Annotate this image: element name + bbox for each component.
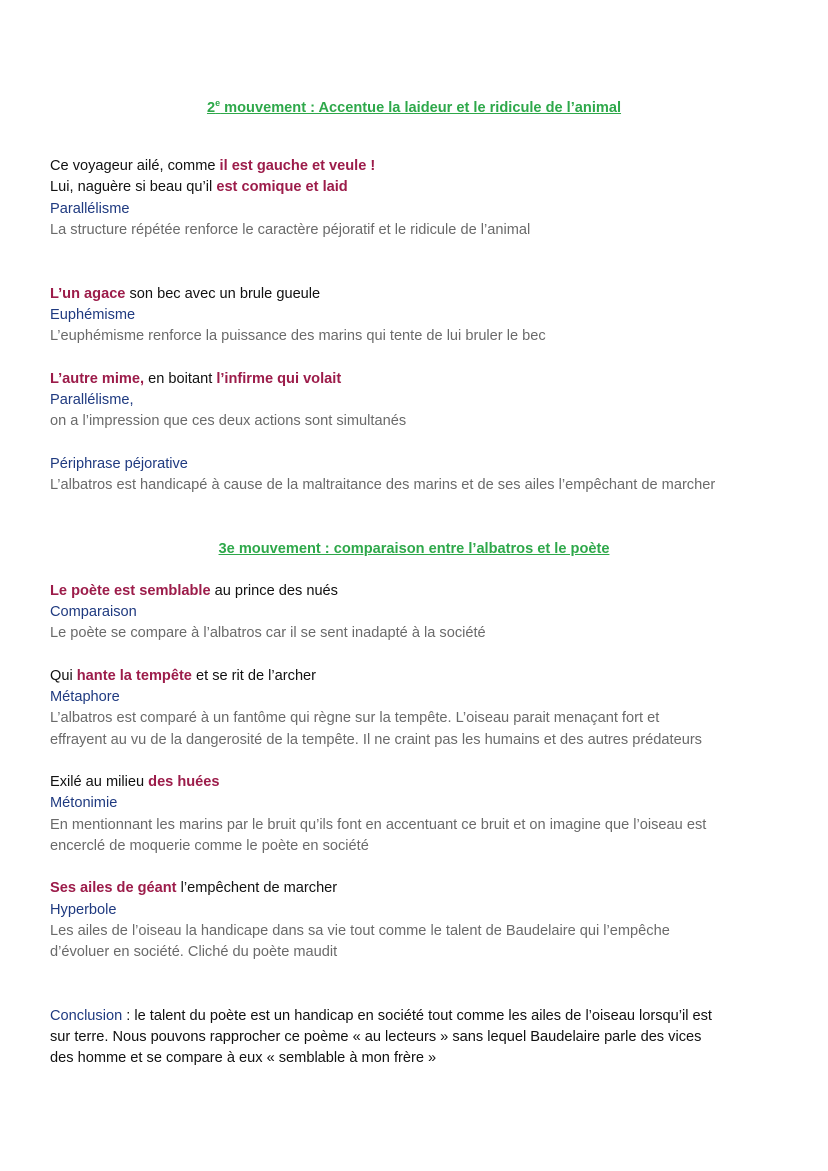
figure-of-speech: Périphrase péjorative: [50, 456, 188, 472]
quote-line: [50, 772, 220, 793]
quote-highlight: il est gauche et veule !: [219, 158, 376, 174]
figure-of-speech: Métonimie: [50, 795, 118, 811]
figure-of-speech: Métaphore: [50, 689, 120, 705]
quote-line: [50, 284, 320, 305]
conclusion-line: des homme et se compare à eux « semblable à mon frère »: [50, 1050, 437, 1066]
conclusion-line: sur terre. Nous pouvons rapprocher ce poème « au lecteurs » sans lequel Baudelaire parle des vices: [50, 1029, 702, 1045]
quote-text: Exilé au milieu: [50, 774, 149, 790]
quote-highlight: des huées: [148, 774, 220, 790]
quote-text: au prince des nués: [210, 583, 338, 599]
explanation: Les ailes de l’oiseau la handicape dans sa vie tout comme le talent de Baudelaire qui l’empêche: [50, 923, 670, 939]
explanation: on a l’impression que ces deux actions sont simultanés: [50, 413, 407, 429]
explanation: L’albatros est handicapé à cause de la maltraitance des marins et de ses ailes l’empêchant de marcher: [50, 477, 716, 493]
quote-highlight: L’un agace: [50, 286, 126, 302]
quote-line: [50, 878, 337, 899]
explanation: La structure répétée renforce le caractère péjoratif et le ridicule de l’animal: [50, 222, 531, 238]
quote-text: en boitant: [144, 371, 217, 387]
conclusion-line: [50, 1006, 712, 1027]
heading-mouvement-3: 3e mouvement : comparaison entre l’albatros et le poète: [218, 541, 610, 557]
quote-text: l’empêchent de marcher: [176, 880, 338, 896]
quote-text: Qui: [50, 668, 77, 684]
explanation: L’euphémisme renforce la puissance des marins qui tente de lui bruler le bec: [50, 328, 546, 344]
quote-highlight: Le poète est semblable: [50, 583, 211, 599]
quote-text: son bec avec un brule gueule: [125, 286, 321, 302]
heading-superscript: e: [215, 98, 221, 108]
conclusion-text: : le talent du poète est un handicap en société tout comme les ailes de l’oiseau lorsqu’il est: [122, 1008, 712, 1024]
quote-text: Lui, naguère si beau qu’il: [50, 179, 217, 195]
quote-line: [50, 156, 375, 177]
explanation: L’albatros est comparé à un fantôme qui règne sur la tempête. L’oiseau parait menaçant fort et: [50, 710, 660, 726]
figure-of-speech: Parallélisme: [50, 201, 130, 217]
explanation: Le poète se compare à l’albatros car il se sent inadapté à la société: [50, 625, 486, 641]
quote-highlight: L’autre mime,: [50, 371, 145, 387]
quote-text: et se rit de l’archer: [191, 668, 317, 684]
explanation: d’évoluer en société. Cliché du poète maudit: [50, 944, 338, 960]
figure-of-speech: Hyperbole: [50, 902, 117, 918]
quote-highlight: hante la tempête: [76, 668, 192, 684]
heading-number: 2: [206, 99, 216, 116]
quote-text: Ce voyageur ailé, comme: [50, 158, 220, 174]
quote-line: [50, 369, 341, 390]
heading-text: mouvement : Accentue la laideur et le ridicule de l’animal: [220, 99, 622, 116]
explanation: encerclé de moquerie comme le poète en société: [50, 838, 369, 854]
explanation: En mentionnant les marins par le bruit qu’ils font en accentuant ce bruit et on imagine que l’oiseau est: [50, 817, 707, 833]
quote-highlight: est comique et laid: [216, 179, 348, 195]
quote-highlight: l’infirme qui volait: [216, 371, 342, 387]
quote-line: [50, 666, 316, 687]
quote-line: [50, 177, 348, 198]
quote-line: [50, 581, 338, 602]
figure-of-speech: Euphémisme: [50, 307, 136, 323]
figure-of-speech: Parallélisme,: [50, 392, 134, 408]
quote-highlight: Ses ailes de géant: [50, 880, 177, 896]
explanation: effrayent au vu de la dangerosité de la tempête. Il ne craint pas les humains et des autres prédateurs: [50, 732, 702, 748]
heading-mouvement-2: [0, 93, 828, 119]
figure-of-speech: Comparaison: [50, 604, 137, 620]
conclusion-label: Conclusion: [50, 1008, 123, 1024]
